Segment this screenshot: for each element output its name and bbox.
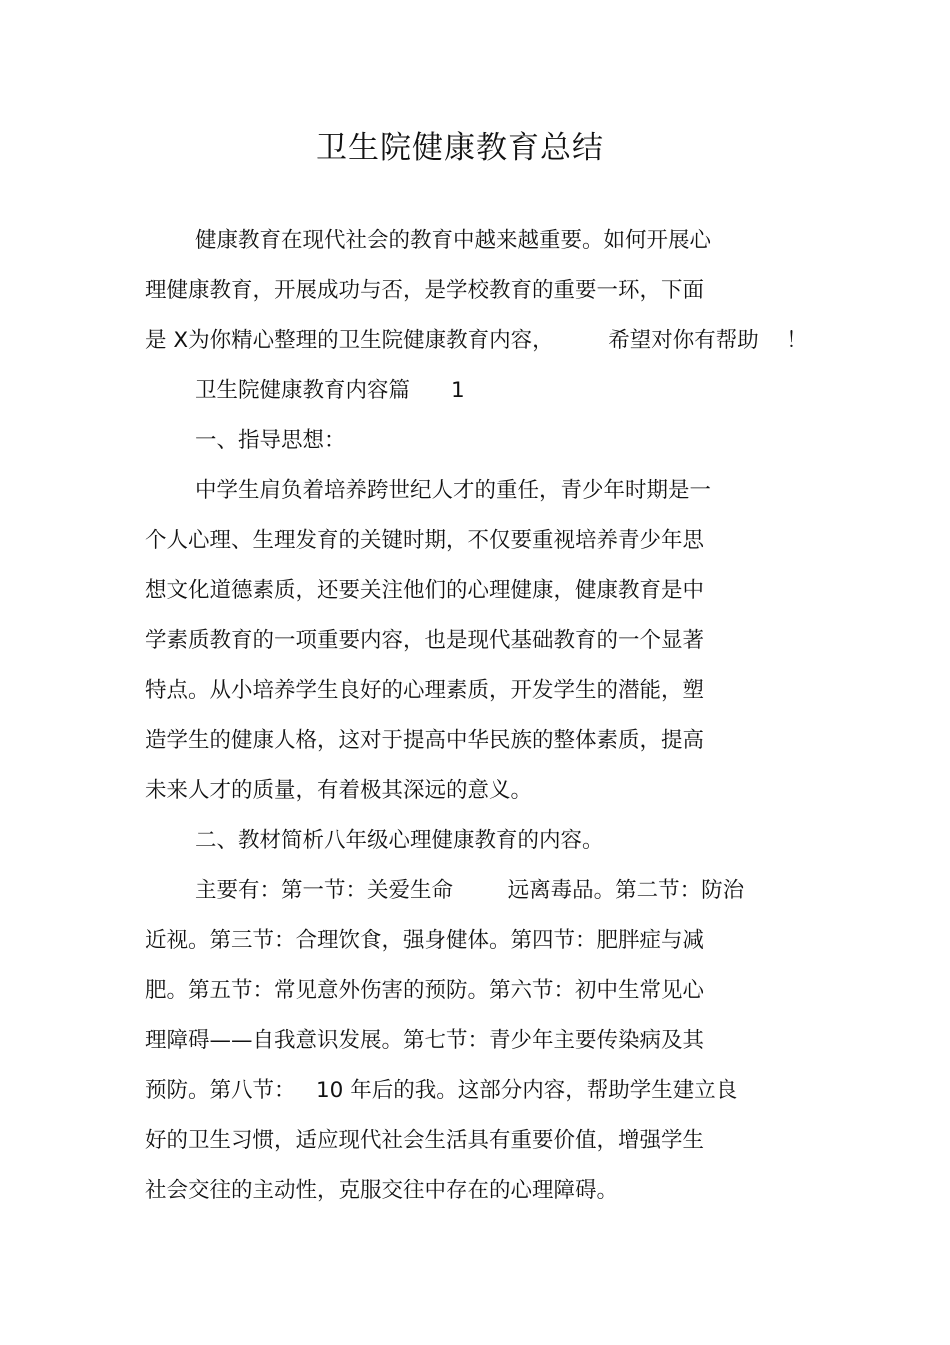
intro-line-1: 健康教育在现代社会的教育中越来越重要。如何开展心 [195,228,712,253]
paragraph-line: 中学生肩负着培养跨世纪人才的重任，青少年时期是一 [195,478,712,503]
intro-line-3: 是 X为你精心整理的卫生院健康教育内容， 希望对你有帮助 ！ [145,328,808,353]
paragraph-line: 理障碍——自我意识发展。第七节：青少年主要传染病及其 [145,1028,705,1053]
paragraph-line: 好的卫生习惯，适应现代社会生活具有重要价值，增强学生 [145,1128,705,1153]
heading-guiding-ideology: 一、指导思想： [195,428,346,453]
paragraph-line: 预防。第八节： 10 年后的我。这部分内容，帮助学生建立良 [145,1078,738,1103]
paragraph-line: 肥。第五节：常见意外伤害的预防。第六节：初中生常见心 [145,978,705,1003]
intro-line-2: 理健康教育，开展成功与否，是学校教育的重要一环，下面 [145,278,705,303]
paragraph-line: 想文化道德素质，还要关注他们的心理健康，健康教育是中 [145,578,705,603]
paragraph-line: 未来人才的质量，有着极其深远的意义。 [145,778,533,803]
paragraph-line: 主要有：第一节：关爱生命 远离毒品。第二节：防治 [195,878,745,903]
document-title: 卫生院健康教育总结 [316,130,604,166]
heading-textbook-analysis: 二、教材简析八年级心理健康教育的内容。 [195,828,604,853]
section-heading: 卫生院健康教育内容篇 1 [195,378,465,403]
paragraph-line: 特点。从小培养学生良好的心理素质，开发学生的潜能，塑 [145,678,705,703]
paragraph-line: 造学生的健康人格，这对于提高中华民族的整体素质，提高 [145,728,705,753]
paragraph-line: 社会交往的主动性，克服交往中存在的心理障碍。 [145,1178,619,1203]
paragraph-line: 近视。第三节：合理饮食，强身健体。第四节：肥胖症与减 [145,928,705,953]
paragraph-line: 学素质教育的一项重要内容，也是现代基础教育的一个显著 [145,628,705,653]
paragraph-line: 个人心理、生理发育的关键时期，不仅要重视培养青少年思 [145,528,705,553]
